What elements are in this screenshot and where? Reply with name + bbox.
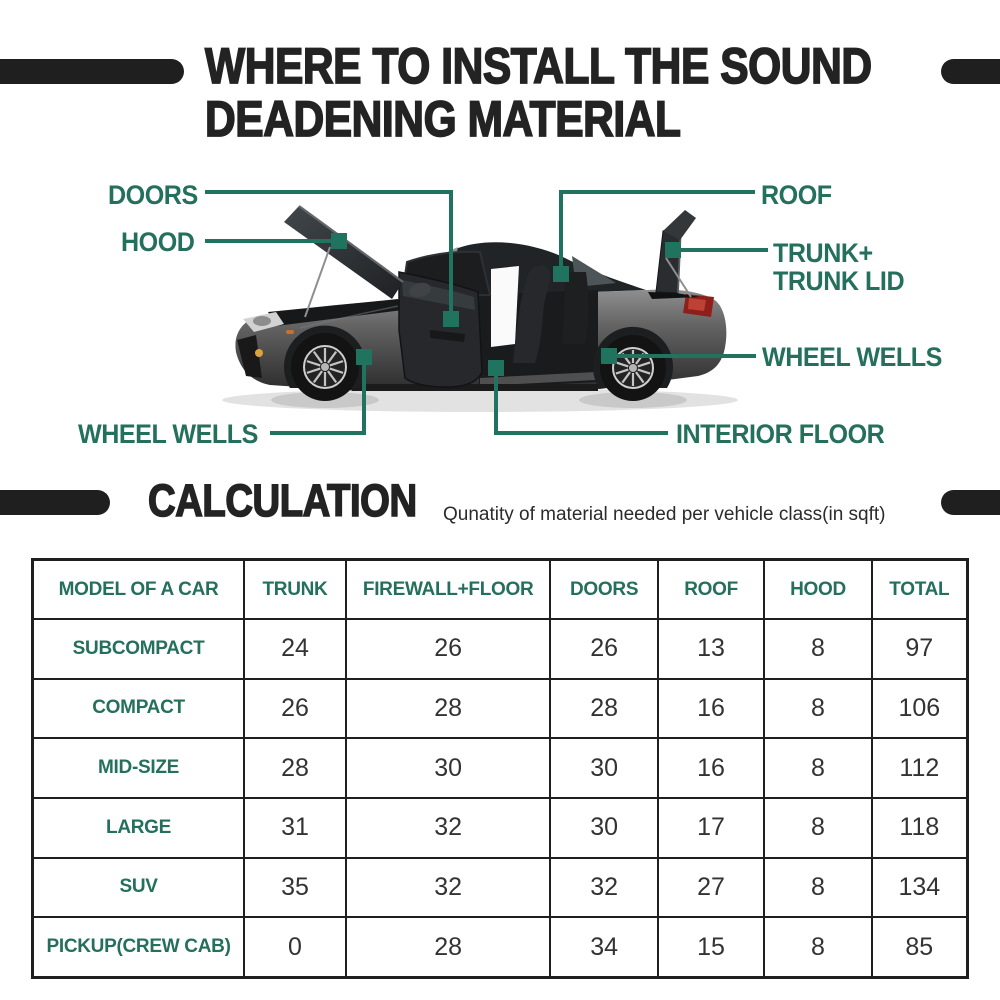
table-cell: 32	[550, 858, 657, 918]
table-cell: 8	[764, 858, 871, 918]
row-label: MID-SIZE	[33, 738, 244, 798]
roof-leader-line	[561, 192, 755, 266]
interior-floor-marker	[488, 360, 504, 376]
table-cell: 85	[872, 917, 967, 977]
car-illustration	[222, 206, 738, 412]
column-header-doors: DOORS	[550, 560, 657, 619]
decorative-bar-calc-left	[0, 490, 110, 515]
calculation-subtitle: Qunatity of material needed per vehicle class(in sqft)	[443, 504, 886, 525]
column-header-firewall-floor: FIREWALL+FLOOR	[346, 560, 551, 619]
table-cell: 31	[244, 798, 346, 858]
page-title	[205, 40, 872, 146]
label-trunk-line2: TRUNK LID	[773, 266, 905, 296]
label-doors: DOORS	[108, 180, 198, 210]
row-label: SUBCOMPACT	[33, 619, 244, 679]
wheel-wells-right-marker	[601, 348, 617, 364]
table-cell: 32	[346, 798, 551, 858]
row-label: PICKUP(CREW CAB)	[33, 917, 244, 977]
trunk-marker	[665, 242, 681, 258]
table-cell: 28	[346, 917, 551, 977]
table-cell: 26	[550, 619, 657, 679]
column-header-total: TOTAL	[872, 560, 967, 619]
wheel-wells-left-marker	[356, 349, 372, 365]
rear-wheel	[600, 335, 666, 401]
table-cell: 106	[872, 679, 967, 739]
table-cell: 17	[658, 798, 764, 858]
table-cell: 24	[244, 619, 346, 679]
doors-marker	[443, 311, 459, 327]
rear-seat	[562, 272, 589, 344]
page-title-line2: DEADENING MATERIAL	[205, 91, 681, 147]
fog-light	[255, 349, 263, 357]
decorative-bar-calc-right	[941, 490, 1000, 515]
table-cell: 0	[244, 917, 346, 977]
row-label: COMPACT	[33, 679, 244, 739]
open-hood	[284, 206, 403, 299]
table-cell: 8	[764, 619, 871, 679]
roof-marker	[553, 266, 569, 282]
row-label: SUV	[33, 858, 244, 918]
column-header-trunk: TRUNK	[244, 560, 346, 619]
table-cell: 26	[244, 679, 346, 739]
table-cell: 8	[764, 679, 871, 739]
label-wheel-wells-right: WHEEL WELLS	[762, 342, 942, 372]
table-cell: 8	[764, 917, 871, 977]
table-cell: 30	[346, 738, 551, 798]
table-cell: 8	[764, 798, 871, 858]
table-cell: 13	[658, 619, 764, 679]
calculation-table	[31, 558, 969, 979]
column-header-model: MODEL OF A CAR	[33, 560, 244, 619]
table-cell: 28	[244, 738, 346, 798]
table-cell: 112	[872, 738, 967, 798]
label-interior-floor: INTERIOR FLOOR	[676, 419, 885, 449]
calculation-heading: CALCULATION	[148, 475, 417, 526]
table-cell: 8	[764, 738, 871, 798]
label-trunk-line1: TRUNK+	[773, 238, 873, 268]
table-cell: 27	[658, 858, 764, 918]
table-cell: 15	[658, 917, 764, 977]
table-cell: 35	[244, 858, 346, 918]
table-cell: 32	[346, 858, 551, 918]
label-trunk	[773, 239, 904, 295]
table-cell: 26	[346, 619, 551, 679]
decorative-bar-top-left	[0, 59, 184, 84]
label-hood: HOOD	[121, 227, 195, 257]
decorative-bar-top-right	[941, 59, 1000, 84]
table-cell: 118	[872, 798, 967, 858]
column-header-roof: ROOF	[658, 560, 764, 619]
table-cell: 28	[346, 679, 551, 739]
table-cell: 30	[550, 798, 657, 858]
table-cell: 30	[550, 738, 657, 798]
hood-marker	[331, 233, 347, 249]
table-cell: 134	[872, 858, 967, 918]
table-cell: 97	[872, 619, 967, 679]
page-title-line1: WHERE TO INSTALL THE SOUND	[205, 38, 872, 94]
side-marker	[286, 330, 294, 334]
table-cell: 16	[658, 738, 764, 798]
front-wheel	[291, 333, 359, 401]
column-header-hood: HOOD	[764, 560, 871, 619]
table-cell: 16	[658, 679, 764, 739]
label-roof: ROOF	[761, 180, 832, 210]
table-cell: 28	[550, 679, 657, 739]
label-wheel-wells-left: WHEEL WELLS	[78, 419, 258, 449]
table-cell: 34	[550, 917, 657, 977]
row-label: LARGE	[33, 798, 244, 858]
